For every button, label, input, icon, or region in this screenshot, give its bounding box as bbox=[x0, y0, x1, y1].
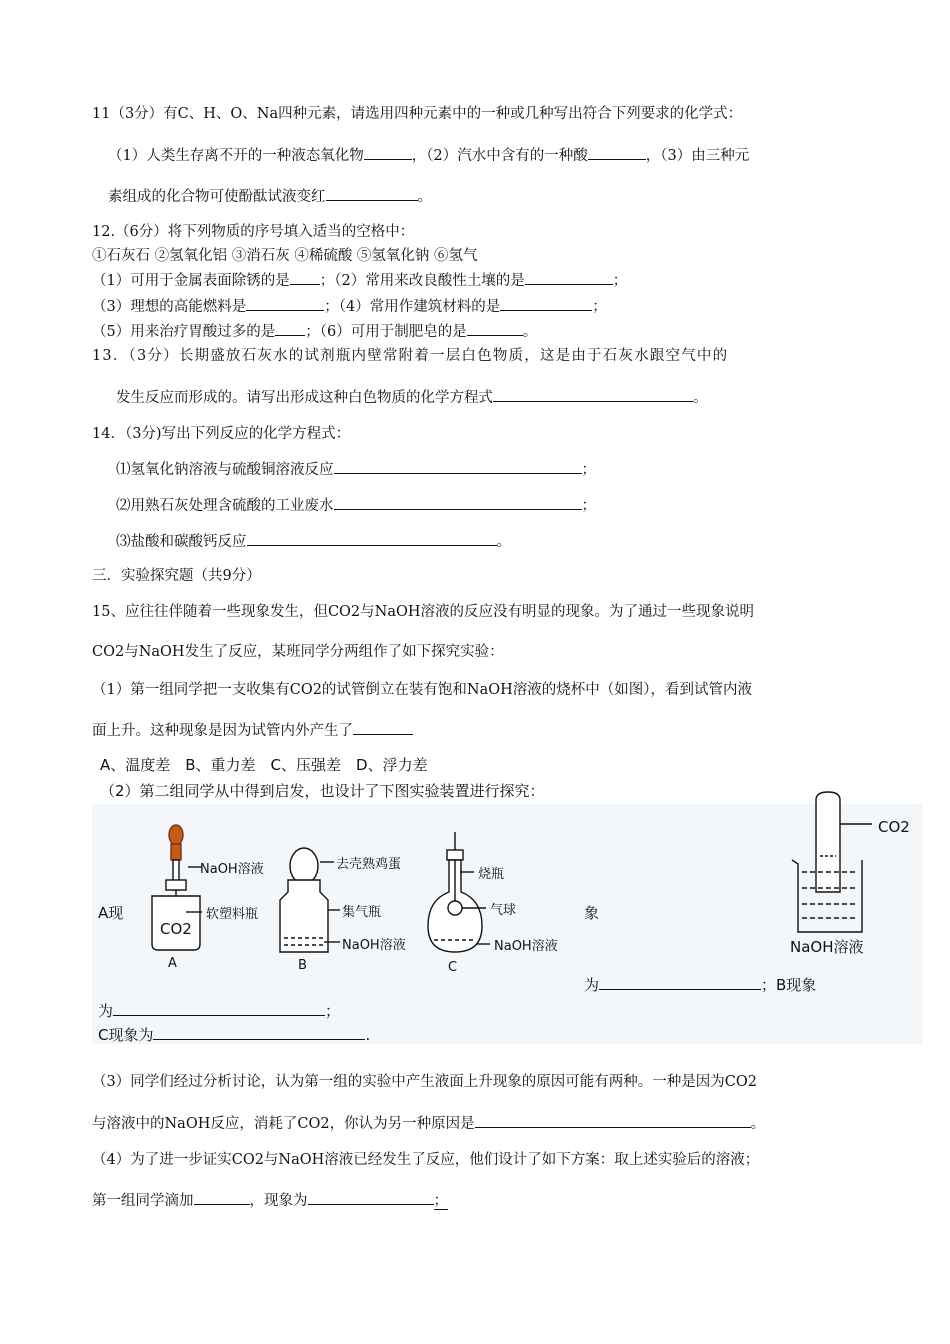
q12-blank-6[interactable] bbox=[467, 321, 523, 336]
q14-reaction3 bbox=[116, 531, 511, 552]
q11-part2-text: ，（2）汽水中含有的一种酸 bbox=[411, 148, 588, 164]
q11-heading: 11（3分）有C、H、O、Na四种元素，请选用四种元素中的一种或几种写出符合下列要求的化学式： bbox=[92, 106, 743, 122]
q12-blank-3[interactable] bbox=[246, 296, 324, 311]
b-phenomenon-line bbox=[584, 974, 816, 995]
q15-end: 。 bbox=[750, 1116, 766, 1132]
q15-choices: A、温度差 B、重力差 C、压强差 D、浮力差 bbox=[100, 756, 428, 774]
q12-line1 bbox=[92, 270, 627, 291]
q11-end: 。 bbox=[417, 189, 432, 205]
q15-line1: 15、应往往伴随着一些现象发生，但CO2与NaOH溶液的反应没有明显的现象。为了通过一些现象说明 bbox=[92, 604, 755, 620]
b-label-naoh: NaOH溶液 bbox=[342, 938, 406, 953]
q12-line2 bbox=[92, 296, 607, 317]
q15-blank-5[interactable] bbox=[308, 1190, 434, 1205]
q14-r2-text: ⑵用熟石灰处理含硫酸的工业废水 bbox=[116, 498, 334, 514]
b-semi: ； bbox=[325, 1002, 341, 1020]
c-phenomenon-blank[interactable] bbox=[153, 1025, 365, 1040]
q12-blank-2[interactable] bbox=[525, 270, 613, 285]
c-phenomenon-label: C现象为 bbox=[98, 1026, 154, 1044]
q14-r1-text: ⑴氢氧化钠溶液与硫酸铜溶液反应 bbox=[116, 462, 334, 478]
q11-line1 bbox=[108, 145, 749, 166]
q14-reaction2 bbox=[116, 495, 596, 516]
q12-semi-2: ； bbox=[592, 299, 607, 315]
q13-text: 发生反应而形成的。请写出形成这种白色物质的化学方程式 bbox=[116, 390, 493, 406]
b-label-jar: 集气瓶 bbox=[342, 905, 382, 920]
q13-blank[interactable] bbox=[493, 387, 693, 402]
apparatus-c bbox=[428, 832, 490, 952]
q11-blank-2[interactable] bbox=[588, 145, 646, 160]
a-phenomenon-blank[interactable] bbox=[599, 975, 761, 990]
q15-line6 bbox=[92, 1113, 765, 1134]
q11-blank-1[interactable] bbox=[364, 145, 412, 160]
q11-part1-text: （1）人类生存离不开的一种液态氧化物 bbox=[108, 148, 364, 164]
beaker-label-co2: CO2 bbox=[878, 818, 910, 836]
c-label-naoh: NaOH溶液 bbox=[494, 939, 558, 954]
beaker-apparatus bbox=[792, 792, 872, 932]
q15-blank-1[interactable] bbox=[353, 720, 413, 735]
a-label-naoh: NaOH溶液 bbox=[200, 862, 264, 877]
apparatus-b bbox=[280, 848, 340, 952]
q15-line8 bbox=[92, 1190, 448, 1211]
c-phenomenon-line bbox=[98, 1024, 370, 1045]
q15-part5-text: ，现象为 bbox=[249, 1193, 308, 1209]
q14-blank-3[interactable] bbox=[247, 531, 497, 546]
q15-part4-text: 第一组同学滴加 bbox=[92, 1193, 194, 1209]
a-label-bottle: 软塑料瓶 bbox=[206, 907, 259, 922]
c-label-balloon: 气球 bbox=[490, 903, 517, 918]
q12-item1-text: （1）可用于金属表面除锈的是 bbox=[92, 273, 290, 289]
q12-item6-text: ；（6）可用于制肥皂的是 bbox=[305, 324, 467, 340]
a-label-co2: CO2 bbox=[160, 920, 192, 938]
wei2-label: 为 bbox=[98, 1002, 114, 1020]
experiment-figure bbox=[92, 752, 922, 1044]
q15-line4 bbox=[92, 720, 413, 741]
q14-blank-1[interactable] bbox=[334, 459, 582, 474]
q13-line2 bbox=[116, 387, 708, 408]
wei-label: 为 bbox=[584, 976, 600, 994]
c-label-flask: 烧瓶 bbox=[478, 867, 505, 882]
xiang-label: 象 bbox=[584, 904, 600, 922]
egg bbox=[290, 848, 318, 884]
q11-line2 bbox=[108, 186, 432, 207]
c-dot: . bbox=[365, 1026, 371, 1044]
q14-blank-2[interactable] bbox=[334, 495, 582, 510]
q12-blank-5[interactable] bbox=[275, 321, 305, 336]
c-letter: C bbox=[448, 960, 458, 975]
q12-line3 bbox=[92, 321, 537, 342]
q15-part1-text: 面上升。这种现象是因为试管内外产生了 bbox=[92, 723, 353, 739]
q11-part3-text: ，（3）由三种元 bbox=[645, 148, 750, 164]
balloon bbox=[448, 901, 462, 915]
q12-heading: 12.（6分）将下列物质的序号填入适当的空格中： bbox=[92, 224, 415, 240]
q15-part3-text: 与溶液中的NaOH反应，消耗了CO2，你认为另一种原因是 bbox=[92, 1116, 475, 1132]
b-phenomenon-answer bbox=[98, 1000, 340, 1021]
b-phenomenon-blank[interactable] bbox=[113, 1001, 325, 1016]
q12-options: ①石灰石 ②氢氧化铝 ③消石灰 ④稀硫酸 ⑤氢氧化钠 ⑥氢气 bbox=[92, 248, 478, 264]
q15-blank-4[interactable] bbox=[194, 1190, 250, 1205]
a-phenomenon-label: A现 bbox=[98, 904, 124, 922]
q14-r3-text: ⑶盐酸和碳酸钙反应 bbox=[116, 534, 247, 550]
b-phenomenon-label: ；B现象 bbox=[761, 976, 817, 994]
q15-semi-end: ； bbox=[433, 1193, 448, 1209]
q11-part4-text: 素组成的化合物可使酚酞试液变红 bbox=[108, 189, 326, 205]
q12-end: 。 bbox=[522, 324, 538, 340]
q14-heading: 14．（3分)写出下列反应的化学方程式： bbox=[92, 426, 351, 442]
q11-blank-3[interactable] bbox=[326, 186, 418, 201]
q15-line2: CO2与NaOH发生了反应，某班同学分两组作了如下探究实验： bbox=[92, 644, 504, 660]
q14-reaction1 bbox=[116, 459, 596, 480]
dropper-bulb bbox=[169, 825, 183, 845]
inverted-test-tube bbox=[816, 792, 840, 892]
q13-heading: 13．（3分）长期盛放石灰水的试剂瓶内壁常附着一层白色物质，这是由于石灰水跟空气中的 bbox=[92, 348, 729, 364]
beaker-label-naoh: NaOH溶液 bbox=[790, 938, 864, 956]
a-letter: A bbox=[168, 956, 177, 971]
q12-item4-text: ；（4）常用作建筑材料的是 bbox=[324, 299, 501, 315]
q14-semi-1: ； bbox=[581, 462, 596, 478]
q14-semi-2: ； bbox=[581, 498, 596, 514]
b-label-egg: 去壳熟鸡蛋 bbox=[336, 857, 402, 872]
q12-item5-text: （5）用来治疗胃酸过多的是 bbox=[92, 324, 276, 340]
q15-line3: （1）第一组同学把一支收集有CO2的试管倒立在装有饱和NaOH溶液的烧杯中（如图），看到试管内液 bbox=[92, 682, 753, 698]
q12-blank-4[interactable] bbox=[500, 296, 592, 311]
b-letter: B bbox=[298, 958, 307, 973]
q12-item2-text: ；（2）常用来改良酸性土壤的是 bbox=[319, 273, 525, 289]
section-3-heading: 三．实验探究题（共9分） bbox=[92, 568, 261, 584]
q15-line7: （4）为了进一步证实CO2与NaOH溶液已经发生了反应，他们设计了如下方案：取上述实验后的溶液； bbox=[92, 1152, 760, 1168]
q15-part2-heading: （2）第二组同学从中得到启发，也设计了下图实验装置进行探究： bbox=[100, 782, 545, 800]
q12-semi-1: ； bbox=[612, 273, 628, 289]
q14-end: 。 bbox=[496, 534, 511, 550]
q15-line5: （3）同学们经过分析讨论，认为第一组的实验中产生液面上升现象的原因可能有两种。一种是因为CO2 bbox=[92, 1074, 757, 1090]
gas-jar bbox=[280, 880, 328, 952]
q12-blank-1[interactable] bbox=[290, 270, 320, 285]
q15-blank-3[interactable] bbox=[475, 1113, 751, 1128]
q13-end: 。 bbox=[693, 390, 708, 406]
q12-item3-text: （3）理想的高能燃料是 bbox=[92, 299, 247, 315]
